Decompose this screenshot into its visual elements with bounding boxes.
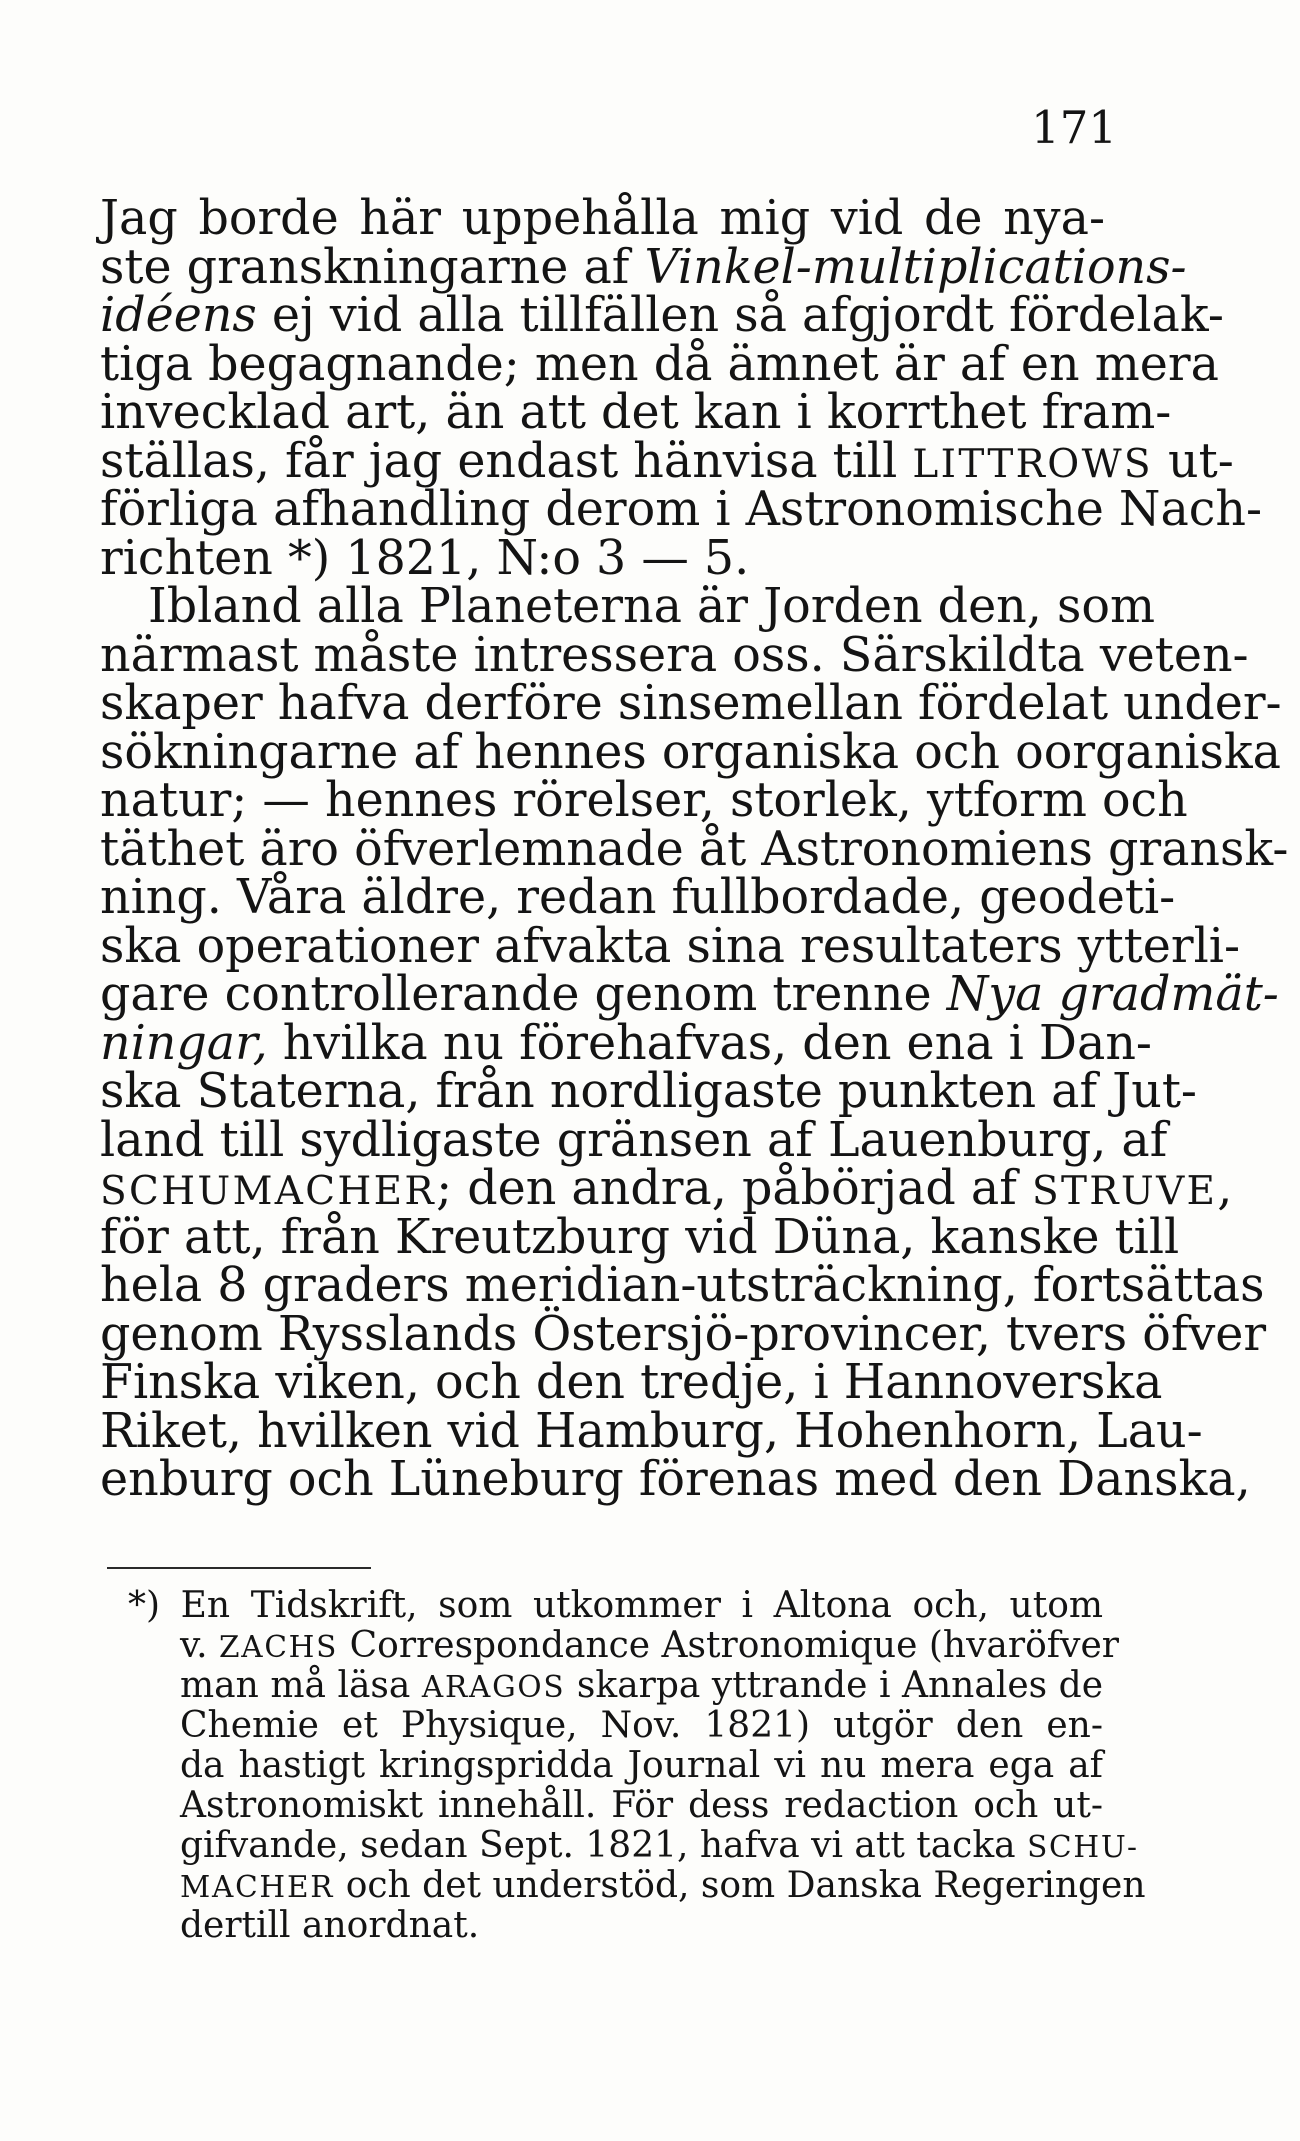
- main-text: [100, 191, 1289, 1507]
- text-line: ning. Våra äldre, redan fullbordade, geodeti-: [100, 870, 1176, 925]
- text-line: natur; — hennes rörelser, storlek, ytform och: [100, 773, 1188, 828]
- text-line: ska operationer afvakta sina resultaters ytterli-: [100, 918, 1241, 974]
- footnote-line: Chemie et Physique, Nov. 1821) utgör den en-: [180, 1705, 1103, 1746]
- text-line: Jag borde här uppehålla mig vid de nya-: [100, 191, 1105, 246]
- page-number: 171: [1031, 101, 1117, 154]
- text-line: richten *) 1821, N:o 3 — 5.: [100, 530, 750, 586]
- text-line: invecklad art, än att det kan i korrthet fram-: [100, 385, 1172, 440]
- footnote-line: man må läsa ARAGOS skarpa yttrande i Annales de: [180, 1665, 1103, 1706]
- footnote-line: da hastigt kringspridda Journal vi nu mera ega af: [180, 1745, 1103, 1786]
- text-line: SCHUMACHER; den andra, påbörjad af STRUVE,: [100, 1161, 1233, 1216]
- text-line: idéens ej vid alla tillfällen så afgjordt fördelak-: [100, 288, 1224, 343]
- text-line: förliga afhandling derom i Astronomische Nach-: [100, 482, 1263, 537]
- text-line: Ibland alla Planeterna är Jorden den, som: [148, 579, 1155, 634]
- footnote-line: Astronomiskt innehåll. För dess redaction och ut-: [180, 1785, 1103, 1826]
- footnote: [128, 1585, 1146, 1946]
- footnote-line: dertill anordnat.: [180, 1905, 480, 1946]
- text-line: Finska viken, och den tredje, i Hannoverska: [100, 1355, 1163, 1410]
- text-line: sökningarne af hennes organiska och oorganiska: [100, 724, 1282, 780]
- footnote-line: MACHER och det understöd, som Danska Regeringen: [180, 1865, 1146, 1906]
- text-line: ställas, får jag endast hänvisa till LITTROWS ut-: [100, 433, 1234, 489]
- footnote-divider: [107, 1567, 371, 1569]
- text-line: tiga begagnande; men då ämnet är af en mera: [100, 336, 1219, 392]
- text-line: täthet äro öfverlemnade åt Astronomiens gransk-: [100, 821, 1289, 877]
- footnote-line: v. ZACHS Correspondance Astronomique (hvaröfver: [180, 1625, 1119, 1666]
- text-line: ska Staterna, från nordligaste punkten af Jut-: [100, 1064, 1197, 1119]
- text-line: gare controllerande genom trenne Nya gradmät-: [100, 967, 1279, 1022]
- text-line: Riket, hvilken vid Hamburg, Hohenhorn, Lau-: [100, 1403, 1203, 1459]
- text-line: närmast måste intressera oss. Särskildta veten-: [100, 627, 1249, 683]
- text-line: för att, från Kreutzburg vid Düna, kanske till: [100, 1209, 1180, 1265]
- text-line: hela 8 graders meridian-utsträckning, fortsättas: [100, 1258, 1265, 1313]
- text-line: ningar, hvilka nu förehafvas, den ena i Dan-: [100, 1015, 1152, 1071]
- text-line: skaper hafva derföre sinsemellan fördelat under-: [100, 676, 1282, 731]
- text-line: genom Rysslands Östersjö-provincer, tvers öfver: [100, 1306, 1267, 1362]
- text-line: land till sydligaste gränsen af Lauenburg, af: [100, 1112, 1168, 1168]
- footnote-line: gifvande, sedan Sept. 1821, hafva vi att tacka SCHU-: [180, 1825, 1139, 1866]
- text-line: ste granskningarne af Vinkel-multiplications-: [100, 239, 1187, 295]
- text-line: enburg och Lüneburg förenas med den Danska,: [100, 1452, 1251, 1507]
- footnote-line: *) En Tidskrift, som utkommer i Altona och, utom: [128, 1585, 1103, 1626]
